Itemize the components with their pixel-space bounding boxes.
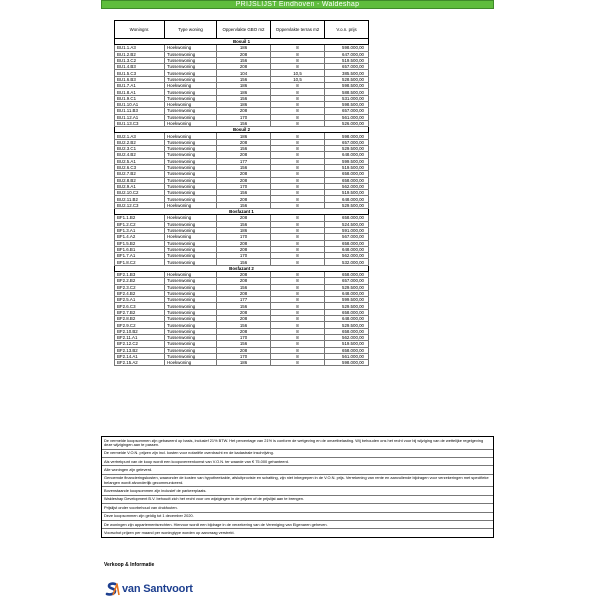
prijs-cell: 657.000,00 [325, 139, 369, 145]
terras-cell: 8 [271, 139, 325, 145]
terras-cell: 8 [271, 171, 325, 177]
prijs-cell: 599.500,00 [325, 158, 369, 164]
gbo-cell: 156 [217, 322, 271, 328]
terras-cell: 8 [271, 120, 325, 126]
prijs-cell: 524.500,00 [325, 221, 369, 227]
prijs-cell: 647.000,00 [325, 51, 369, 57]
contact-title: Verkoop & Informatie [104, 562, 155, 568]
gbo-cell: 156 [217, 341, 271, 347]
company-logo [104, 578, 224, 600]
type-cell: Tussenwoning [165, 278, 217, 284]
woningnr-cell: BU1.3.C2 [115, 57, 165, 63]
column-header-prijs: V.o.n. prijs [325, 21, 369, 39]
terras-cell: 8 [271, 164, 325, 170]
prijs-cell: 598.000,00 [325, 45, 369, 51]
type-cell: Tussenwoning [165, 158, 217, 164]
prijs-cell: 562.000,00 [325, 183, 369, 189]
woningnr-cell: BU1.1.A3 [115, 45, 165, 51]
terras-cell: 8 [271, 303, 325, 309]
gbo-cell: 208 [217, 215, 271, 221]
terras-cell: 8 [271, 271, 325, 277]
gbo-cell: 156 [217, 202, 271, 208]
type-cell: Hoekwoning [165, 120, 217, 126]
type-cell: Tussenwoning [165, 171, 217, 177]
prijs-cell: 598.500,00 [325, 101, 369, 107]
woningnr-cell: BF2.4.B2 [115, 290, 165, 296]
gbo-cell: 156 [217, 164, 271, 170]
gbo-cell: 186 [217, 360, 271, 366]
note-line: Waldeshap Development B.V. behoudt zich het recht voor om wijzigingen in de prijzen of de prijslijst aan te brengen. [102, 496, 493, 504]
woningnr-cell: BU1.13.C3 [115, 120, 165, 126]
terras-cell: 8 [271, 334, 325, 340]
gbo-cell: 156 [217, 57, 271, 63]
prijs-cell: 529.500,00 [325, 284, 369, 290]
note-line: De vermelde koopsommen zijn gebaseerd op basis, inclusief 21% BTW. Het percentage van 21% is conform de wetgeving en de omzetbelasting. Wij behouden ons het recht voor bij wijziging van de wettelijke regelgeving deze wijzigingen aan te passen. [102, 437, 493, 450]
prijs-cell: 519.500,00 [325, 164, 369, 170]
terras-cell: 8 [271, 278, 325, 284]
terras-cell: 8 [271, 234, 325, 240]
note-line: Alle woningen zijn geleverd. [102, 466, 493, 474]
woningnr-cell: BU1.5.C3 [115, 70, 165, 76]
note-line: De woningen zijn appartementsrechten. Hiervoor wordt een bijdrage in de verzekering van de Vereniging van Eigenaren geheven. [102, 521, 493, 529]
prijs-cell: 531.000,00 [325, 95, 369, 101]
prijs-cell: 561.000,00 [325, 114, 369, 120]
woningnr-cell: BU2.6.C3 [115, 164, 165, 170]
terras-cell: 8 [271, 328, 325, 334]
prijs-cell: 598.000,00 [325, 360, 369, 366]
gbo-cell: 208 [217, 240, 271, 246]
type-cell: Tussenwoning [165, 253, 217, 259]
terras-cell: 8 [271, 196, 325, 202]
woningnr-cell: BU1.2.B2 [115, 51, 165, 57]
gbo-cell: 156 [217, 284, 271, 290]
gbo-cell: 208 [217, 290, 271, 296]
woningnr-cell: BU2.12.C3 [115, 202, 165, 208]
gbo-cell: 208 [217, 196, 271, 202]
woningnr-cell: BU1.8.A1 [115, 89, 165, 95]
gbo-cell: 208 [217, 309, 271, 315]
terras-cell: 8 [271, 108, 325, 114]
gbo-cell: 186 [217, 83, 271, 89]
type-cell: Tussenwoning [165, 353, 217, 359]
disclaimer-notes [101, 436, 494, 538]
terras-cell: 8 [271, 133, 325, 139]
type-cell: Tussenwoning [165, 290, 217, 296]
woningnr-cell: BF2.2.B2 [115, 278, 165, 284]
terras-cell: 10,5 [271, 70, 325, 76]
woningnr-cell: BU2.9.A1 [115, 183, 165, 189]
type-cell: Tussenwoning [165, 70, 217, 76]
gbo-cell: 208 [217, 177, 271, 183]
terras-cell: 8 [271, 51, 325, 57]
group-name: Bosuil 2 [115, 127, 369, 133]
prijs-cell: 657.000,00 [325, 64, 369, 70]
gbo-cell: 208 [217, 347, 271, 353]
type-cell: Tussenwoning [165, 240, 217, 246]
gbo-cell: 156 [217, 76, 271, 82]
type-cell: Tussenwoning [165, 309, 217, 315]
page-title-bar [101, 0, 494, 9]
woningnr-cell: BU1.7.A1 [115, 83, 165, 89]
terras-cell: 8 [271, 227, 325, 233]
column-header-type: Type woning [165, 21, 217, 39]
prijs-cell: 648.000,00 [325, 152, 369, 158]
terras-cell: 8 [271, 83, 325, 89]
prijs-cell: 561.000,00 [325, 353, 369, 359]
terras-cell: 8 [271, 89, 325, 95]
gbo-cell: 177 [217, 297, 271, 303]
gbo-cell: 156 [217, 303, 271, 309]
woningnr-cell: BF1.1.B2 [115, 215, 165, 221]
prijs-cell: 658.000,00 [325, 215, 369, 221]
terras-cell: 8 [271, 152, 325, 158]
type-cell: Tussenwoning [165, 146, 217, 152]
terras-cell: 8 [271, 64, 325, 70]
note-line: De vermelde V.O.N. prijzen zijn incl. kosten voor notariële overdracht en de kadastrale inschrijving. [102, 450, 493, 458]
woningnr-cell: BU2.3.C1 [115, 146, 165, 152]
prijs-cell: 657.000,00 [325, 278, 369, 284]
woningnr-cell: BF1.2.C2 [115, 221, 165, 227]
type-cell: Hoekwoning [165, 45, 217, 51]
woningnr-cell: BU2.2.B2 [115, 139, 165, 145]
type-cell: Tussenwoning [165, 347, 217, 353]
gbo-cell: 208 [217, 51, 271, 57]
prijs-cell: 591.000,00 [325, 227, 369, 233]
column-header-gbo: Oppervlakte GBO m2 [217, 21, 271, 39]
terras-cell: 8 [271, 202, 325, 208]
type-cell: Tussenwoning [165, 139, 217, 145]
note-line: Bovenstaande koopsommen zijn inclusief de parkeerplaats. [102, 487, 493, 495]
prijs-cell: 529.500,00 [325, 303, 369, 309]
prijs-cell: 529.500,00 [325, 202, 369, 208]
type-cell: Tussenwoning [165, 183, 217, 189]
type-cell: Tussenwoning [165, 76, 217, 82]
woningnr-cell: BU1.4.B3 [115, 64, 165, 70]
type-cell: Hoekwoning [165, 360, 217, 366]
terras-cell: 8 [271, 158, 325, 164]
woningnr-cell: BF1.6.B1 [115, 246, 165, 252]
woningnr-cell: BU2.11.B2 [115, 196, 165, 202]
woningnr-cell: BF1.3.A1 [115, 227, 165, 233]
woningnr-cell: BU1.9.C1 [115, 95, 165, 101]
gbo-cell: 208 [217, 328, 271, 334]
prijs-cell: 648.000,00 [325, 246, 369, 252]
price-table-body [115, 39, 369, 366]
terras-cell: 8 [271, 246, 325, 252]
type-cell: Tussenwoning [165, 114, 217, 120]
type-cell: Tussenwoning [165, 190, 217, 196]
type-cell: Tussenwoning [165, 284, 217, 290]
terras-cell: 8 [271, 221, 325, 227]
type-cell: Tussenwoning [165, 108, 217, 114]
woningnr-cell: BU2.5.A1 [115, 158, 165, 164]
gbo-cell: 177 [217, 158, 271, 164]
type-cell: Hoekwoning [165, 133, 217, 139]
gbo-cell: 208 [217, 246, 271, 252]
woningnr-cell: BF2.11.A1 [115, 334, 165, 340]
woningnr-cell: BF2.15.A2 [115, 360, 165, 366]
prijs-cell: 532.000,00 [325, 259, 369, 265]
gbo-cell: 104 [217, 70, 271, 76]
woningnr-cell: BF2.7.B2 [115, 309, 165, 315]
column-header-terras: Oppervlakte terras m2 [271, 21, 325, 39]
woningnr-cell: BF2.1.B3 [115, 271, 165, 277]
prijs-cell: 658.000,00 [325, 309, 369, 315]
prijs-cell: 562.000,00 [325, 253, 369, 259]
gbo-cell: 170 [217, 334, 271, 340]
woningnr-cell: BU2.1.A3 [115, 133, 165, 139]
terras-cell: 8 [271, 353, 325, 359]
type-cell: Tussenwoning [165, 152, 217, 158]
terras-cell: 8 [271, 240, 325, 246]
terras-cell: 8 [271, 347, 325, 353]
woningnr-cell: BU1.12.A1 [115, 114, 165, 120]
type-cell: Tussenwoning [165, 246, 217, 252]
gbo-cell: 170 [217, 114, 271, 120]
type-cell: Hoekwoning [165, 101, 217, 107]
prijs-cell: 658.000,00 [325, 177, 369, 183]
prijs-cell: 562.000,00 [325, 334, 369, 340]
gbo-cell: 156 [217, 259, 271, 265]
prijs-cell: 519.500,00 [325, 341, 369, 347]
woningnr-cell: BU2.7.B2 [115, 171, 165, 177]
type-cell: Tussenwoning [165, 341, 217, 347]
terras-cell: 8 [271, 284, 325, 290]
gbo-cell: 208 [217, 108, 271, 114]
group-name: Bosuil 1 [115, 39, 369, 45]
prijs-cell: 385.500,00 [325, 70, 369, 76]
terras-cell: 8 [271, 45, 325, 51]
woningnr-cell: BF2.10.B2 [115, 328, 165, 334]
group-name: Bosfazant 2 [115, 265, 369, 271]
gbo-cell: 186 [217, 133, 271, 139]
woningnr-cell: BF2.6.C3 [115, 303, 165, 309]
terras-cell: 8 [271, 183, 325, 189]
logo-icon [104, 581, 120, 597]
table-row [115, 360, 369, 366]
prijs-cell: 658.000,00 [325, 171, 369, 177]
prijs-cell: 519.500,00 [325, 57, 369, 63]
gbo-cell: 156 [217, 95, 271, 101]
type-cell: Tussenwoning [165, 316, 217, 322]
prijs-cell: 529.500,00 [325, 322, 369, 328]
gbo-cell: 208 [217, 171, 271, 177]
woningnr-cell: BU1.6.B3 [115, 76, 165, 82]
note-line: Genoemde financieringskosten, waaronder de kosten van hypotheekakte, afsluitprovisie en schatting, zijn niet inbegrepen in de V.O.N. prijs. Verrekening van rente en aanvullende bijdragen voor verzekeringen met specifieke belangen wordt afzonderlijk gecommuniceerd. [102, 475, 493, 488]
terras-cell: 8 [271, 309, 325, 315]
gbo-cell: 186 [217, 101, 271, 107]
terras-cell: 8 [271, 215, 325, 221]
gbo-cell: 208 [217, 64, 271, 70]
terras-cell: 8 [271, 57, 325, 63]
woningnr-cell: BU1.11.B3 [115, 108, 165, 114]
type-cell: Tussenwoning [165, 221, 217, 227]
type-cell: Tussenwoning [165, 196, 217, 202]
type-cell: Tussenwoning [165, 164, 217, 170]
type-cell: Tussenwoning [165, 227, 217, 233]
gbo-cell: 170 [217, 353, 271, 359]
type-cell: Hoekwoning [165, 271, 217, 277]
woningnr-cell: BF2.13.B2 [115, 347, 165, 353]
type-cell: Tussenwoning [165, 259, 217, 265]
woningnr-cell: BF1.5.B2 [115, 240, 165, 246]
price-table [114, 20, 369, 366]
type-cell: Tussenwoning [165, 303, 217, 309]
terras-cell: 8 [271, 316, 325, 322]
woningnr-cell: BF2.9.C2 [115, 322, 165, 328]
page-title: PRIJSLIJST Eindhoven - Waldeshap [235, 1, 360, 8]
prijs-cell: 658.000,00 [325, 328, 369, 334]
prijs-cell: 598.500,00 [325, 83, 369, 89]
woningnr-cell: BF2.5.A1 [115, 297, 165, 303]
terras-cell: 8 [271, 341, 325, 347]
type-cell: Tussenwoning [165, 322, 217, 328]
prijs-cell: 519.500,00 [325, 190, 369, 196]
gbo-cell: 186 [217, 227, 271, 233]
terras-cell: 8 [271, 297, 325, 303]
gbo-cell: 156 [217, 120, 271, 126]
woningnr-cell: BF2.3.C2 [115, 284, 165, 290]
type-cell: Tussenwoning [165, 57, 217, 63]
prijs-cell: 658.000,00 [325, 240, 369, 246]
prijs-cell: 588.500,00 [325, 89, 369, 95]
gbo-cell: 170 [217, 253, 271, 259]
prijs-cell: 528.500,00 [325, 76, 369, 82]
woningnr-cell: BF1.7.A1 [115, 253, 165, 259]
note-line: Als vertrekpunt van de koop wordt een koopovereenkomst van V.O.N. ter waarde van € 75.000 gehanteerd. [102, 458, 493, 466]
prijs-cell: 526.000,00 [325, 120, 369, 126]
gbo-cell: 208 [217, 316, 271, 322]
gbo-cell: 156 [217, 190, 271, 196]
type-cell: Tussenwoning [165, 328, 217, 334]
prijs-cell: 648.000,00 [325, 290, 369, 296]
gbo-cell: 170 [217, 183, 271, 189]
type-cell: Hoekwoning [165, 234, 217, 240]
terras-cell: 8 [271, 146, 325, 152]
woningnr-cell: BF1.8.C2 [115, 259, 165, 265]
type-cell: Hoekwoning [165, 202, 217, 208]
type-cell: Hoekwoning [165, 83, 217, 89]
gbo-cell: 208 [217, 271, 271, 277]
type-cell: Tussenwoning [165, 64, 217, 70]
gbo-cell: 186 [217, 45, 271, 51]
prijs-cell: 648.000,00 [325, 316, 369, 322]
logo-text: van Santvoort [122, 583, 193, 595]
woningnr-cell: BU2.4.B2 [115, 152, 165, 158]
type-cell: Tussenwoning [165, 51, 217, 57]
group-name: Bosfazant 1 [115, 209, 369, 215]
terras-cell: 8 [271, 360, 325, 366]
prijs-cell: 529.500,00 [325, 146, 369, 152]
terras-cell: 8 [271, 95, 325, 101]
gbo-cell: 186 [217, 89, 271, 95]
terras-cell: 8 [271, 101, 325, 107]
woningnr-cell: BU2.8.B2 [115, 177, 165, 183]
terras-cell: 8 [271, 190, 325, 196]
type-cell: Tussenwoning [165, 177, 217, 183]
terras-cell: 8 [271, 177, 325, 183]
type-cell: Tussenwoning [165, 297, 217, 303]
gbo-cell: 208 [217, 278, 271, 284]
type-cell: Tussenwoning [165, 334, 217, 340]
woningnr-cell: BF1.4.A2 [115, 234, 165, 240]
terras-cell: 8 [271, 253, 325, 259]
prijs-cell: 599.500,00 [325, 297, 369, 303]
table-header-row [115, 21, 369, 39]
type-cell: Tussenwoning [165, 89, 217, 95]
type-cell: Hoekwoning [165, 215, 217, 221]
prijs-cell: 658.000,00 [325, 347, 369, 353]
gbo-cell: 208 [217, 139, 271, 145]
terras-cell: 10,5 [271, 76, 325, 82]
terras-cell: 8 [271, 114, 325, 120]
woningnr-cell: BU1.10.A1 [115, 101, 165, 107]
woningnr-cell: BF2.8.B2 [115, 316, 165, 322]
column-header-woningnr: Woningnr. [115, 21, 165, 39]
gbo-cell: 156 [217, 221, 271, 227]
prijs-cell: 657.000,00 [325, 108, 369, 114]
gbo-cell: 170 [217, 234, 271, 240]
gbo-cell: 208 [217, 152, 271, 158]
prijs-cell: 648.000,00 [325, 196, 369, 202]
woningnr-cell: BF2.14.A1 [115, 353, 165, 359]
type-cell: Tussenwoning [165, 95, 217, 101]
note-line: Deze koopsommen zijn geldig tot 1 december 2020. [102, 513, 493, 521]
note-line: Prijslijst onder voorbehoud van drukfouten. [102, 504, 493, 512]
woningnr-cell: BU2.10.C2 [115, 190, 165, 196]
terras-cell: 8 [271, 259, 325, 265]
prijs-cell: 567.000,00 [325, 234, 369, 240]
terras-cell: 8 [271, 322, 325, 328]
prijs-cell: 658.000,00 [325, 271, 369, 277]
terras-cell: 8 [271, 290, 325, 296]
woningnr-cell: BF2.12.C2 [115, 341, 165, 347]
prijs-cell: 598.000,00 [325, 133, 369, 139]
gbo-cell: 156 [217, 146, 271, 152]
note-line: Voorschot prijzen per maand per woningtype worden op aanvraag verstrekt. [104, 529, 235, 535]
